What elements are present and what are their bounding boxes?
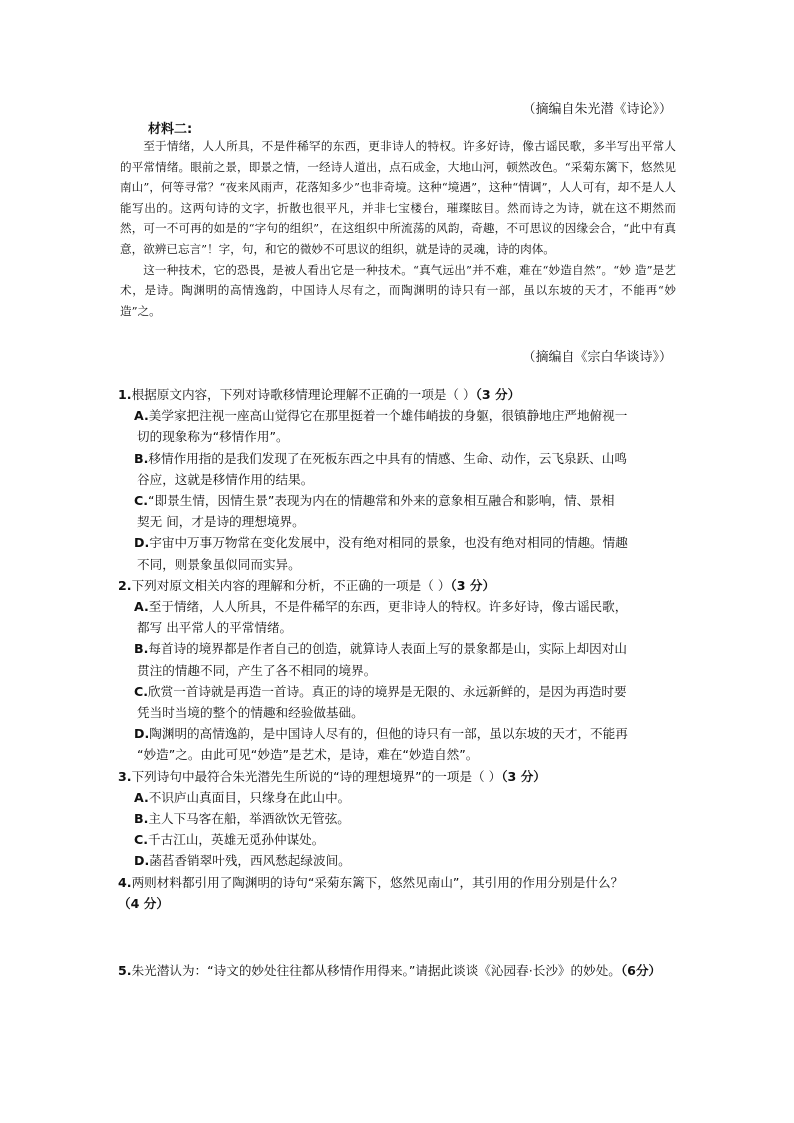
option-c [134,681,683,723]
option-c [134,829,683,850]
option-c [134,490,683,532]
option-d [134,723,683,765]
material-2-title: 材料二: [148,122,193,137]
option-text: 菡萏香销翠叶残，西风愁起绿波间。 [149,853,351,869]
option-letter: A. [134,408,149,424]
source-citation-2: （摘编自《宗白华谈诗》） [522,350,672,365]
question-2 [118,575,683,596]
option-text-cont: 不同，则景象虽似同而实异。 [137,556,301,572]
option-text: 美学家把注视一座高山觉得它在那里挺着一个雄伟峭拔的身躯，很镇静地庄严地俯视一 [148,408,628,424]
option-letter: C. [134,832,149,848]
option-text-cont: “妙造”之。由此可见“妙造”是艺术，是诗，难在“妙造自然”。 [137,747,479,763]
question-5 [118,960,683,981]
option-text-cont: 切的现象称为“移情作用”。 [137,429,289,445]
option-letter: D. [134,726,150,742]
question-4 [118,872,683,914]
question-stem: 根据原文内容，下列对诗歌移情理论理解不正确的一项是（ ） [131,387,476,402]
option-text: 每首诗的境界都是作者自己的创造，就算诗人表面上写的景象都是山，实际上却因对山 [148,641,627,657]
option-text-cont: 谷应，这就是移情作用的结果。 [137,471,314,487]
option-letter: A. [134,599,149,615]
option-b [134,448,683,490]
option-text: 宇宙中万事万物常在变化发展中，没有绝对相同的景象，也没有绝对相同的情趣。情趣 [149,535,628,551]
question-stem: 朱光潜认为：“诗文的妙处往往都从移情作用得来。”请据此谈谈《沁园春·长沙》的妙处。 [131,963,621,979]
option-letter: C. [134,493,149,509]
question-score: （6分） [620,963,662,979]
option-d [134,850,683,871]
question-stem: 下列对原文相关内容的理解和分析，不正确的一项是（ ） [131,577,451,593]
option-text: 陶渊明的高情逸韵，是中国诗人尽有的，但他的诗只有一部，虽以东坡的天才，不能再 [149,726,628,742]
source-citation-1: （摘编自朱光潜《诗论》） [522,102,672,117]
passage-paragraph: 至于情绪，人人所具，不是件稀罕的东西，更非诗人的特权。许多好诗，像古谣民歌，多半写出平常人的平常情绪。眼前之景，即景之情，一经诗人道出，点石成金，大地山河，顿然改色。“采菊东篱下，悠然见南山”，何等寻常？“夜来风雨声，花落知多少”也非奇境。这种“境遇”，这种“情调”，人人可有，却不是人人能写出的。这两句诗的文字，折散也很平凡，并非七宝楼台，璀璨眩目。然而诗之为诗，就在这不期然而然，可一不可再的如是的“字句的组织”，在这组织中所流荡的风韵，奇趣，不可思议的因缘会合，“此中有真意，欲辨已忘言”！字，句，和它的微妙不可思议的组织，就是诗的灵魂，诗的肉体。 [120,139,676,256]
option-text: 不识庐山真面目，只缘身在此山中。 [148,789,351,805]
option-text-cont: 契无 间，才是诗的理想境界。 [137,514,305,530]
question-number: 5. [118,963,132,979]
question-score: （3 分） [450,577,496,593]
option-b [134,638,683,680]
option-letter: B. [134,450,149,466]
question-stem: 两则材料都引用了陶渊明的诗句“采菊东篱下，悠然见南山”，其引用的作用分别是什么？ [131,874,624,890]
option-letter: B. [134,811,149,827]
option-b [134,808,683,829]
option-text: 千古江山，英雄无觅孙仲谋处。 [148,832,325,848]
question-score: （3 分） [475,387,521,402]
option-text-cont: 贯注的情趣不同，产生了各不相同的境界。 [137,662,377,678]
option-d [134,532,683,574]
question-stem: 下列诗句中最符合朱光潜先生所说的“诗的理想境界”的一项是（ ） [131,768,502,784]
question-number: 4. [118,874,132,890]
question-score: （3 分） [501,768,546,784]
option-text: 移情作用指的是我们发现了在死板东西之中具有的情感、生命、动作，云飞泉跃、山鸣 [148,450,627,466]
option-text-cont: 凭当时当境的整个的情趣和经验做基础。 [137,705,364,721]
material-2-passage [120,136,676,321]
question-1 [118,384,683,405]
questions-section [118,384,683,981]
option-text-cont: 都写 出平常人的平常情绪。 [137,620,293,636]
option-a [134,596,683,638]
option-a [134,787,683,808]
option-text: 至于情绪，人人所具，不是件稀罕的东西，更非诗人的特权。许多好诗，像古谣民歌， [148,599,628,615]
question-score: （4 分） [118,895,169,911]
option-text: 主人下马客在船，举酒欲饮无管弦。 [148,811,350,827]
question-number: 2. [118,577,132,593]
question-number: 3. [118,768,132,784]
option-letter: A. [134,789,149,805]
option-letter: B. [134,641,149,657]
option-letter: C. [134,683,149,699]
option-text: “即景生情，因情生景”表现为内在的情趣常和外来的意象相互融合和影响，情、景相 [148,493,615,509]
option-letter: D. [134,535,150,551]
question-number: 1. [118,387,132,402]
option-letter: D. [134,853,150,869]
question-3 [118,766,683,787]
option-a [134,405,683,447]
option-text: 欣赏一首诗就是再造一首诗。真正的诗的境界是无限的、永远新鲜的，是因为再造时要 [148,683,627,699]
passage-paragraph: 这一种技术，它的恐畏，是被人看出它是一种技术。“真气远出”并不难，难在“妙造自然”。“妙 造”是艺术，是诗。陶渊明的高情逸韵，中国诗人尽有之，而陶渊明的诗只有一部，虽以东坡的天才，不能再“妙造”之。 [120,262,676,318]
